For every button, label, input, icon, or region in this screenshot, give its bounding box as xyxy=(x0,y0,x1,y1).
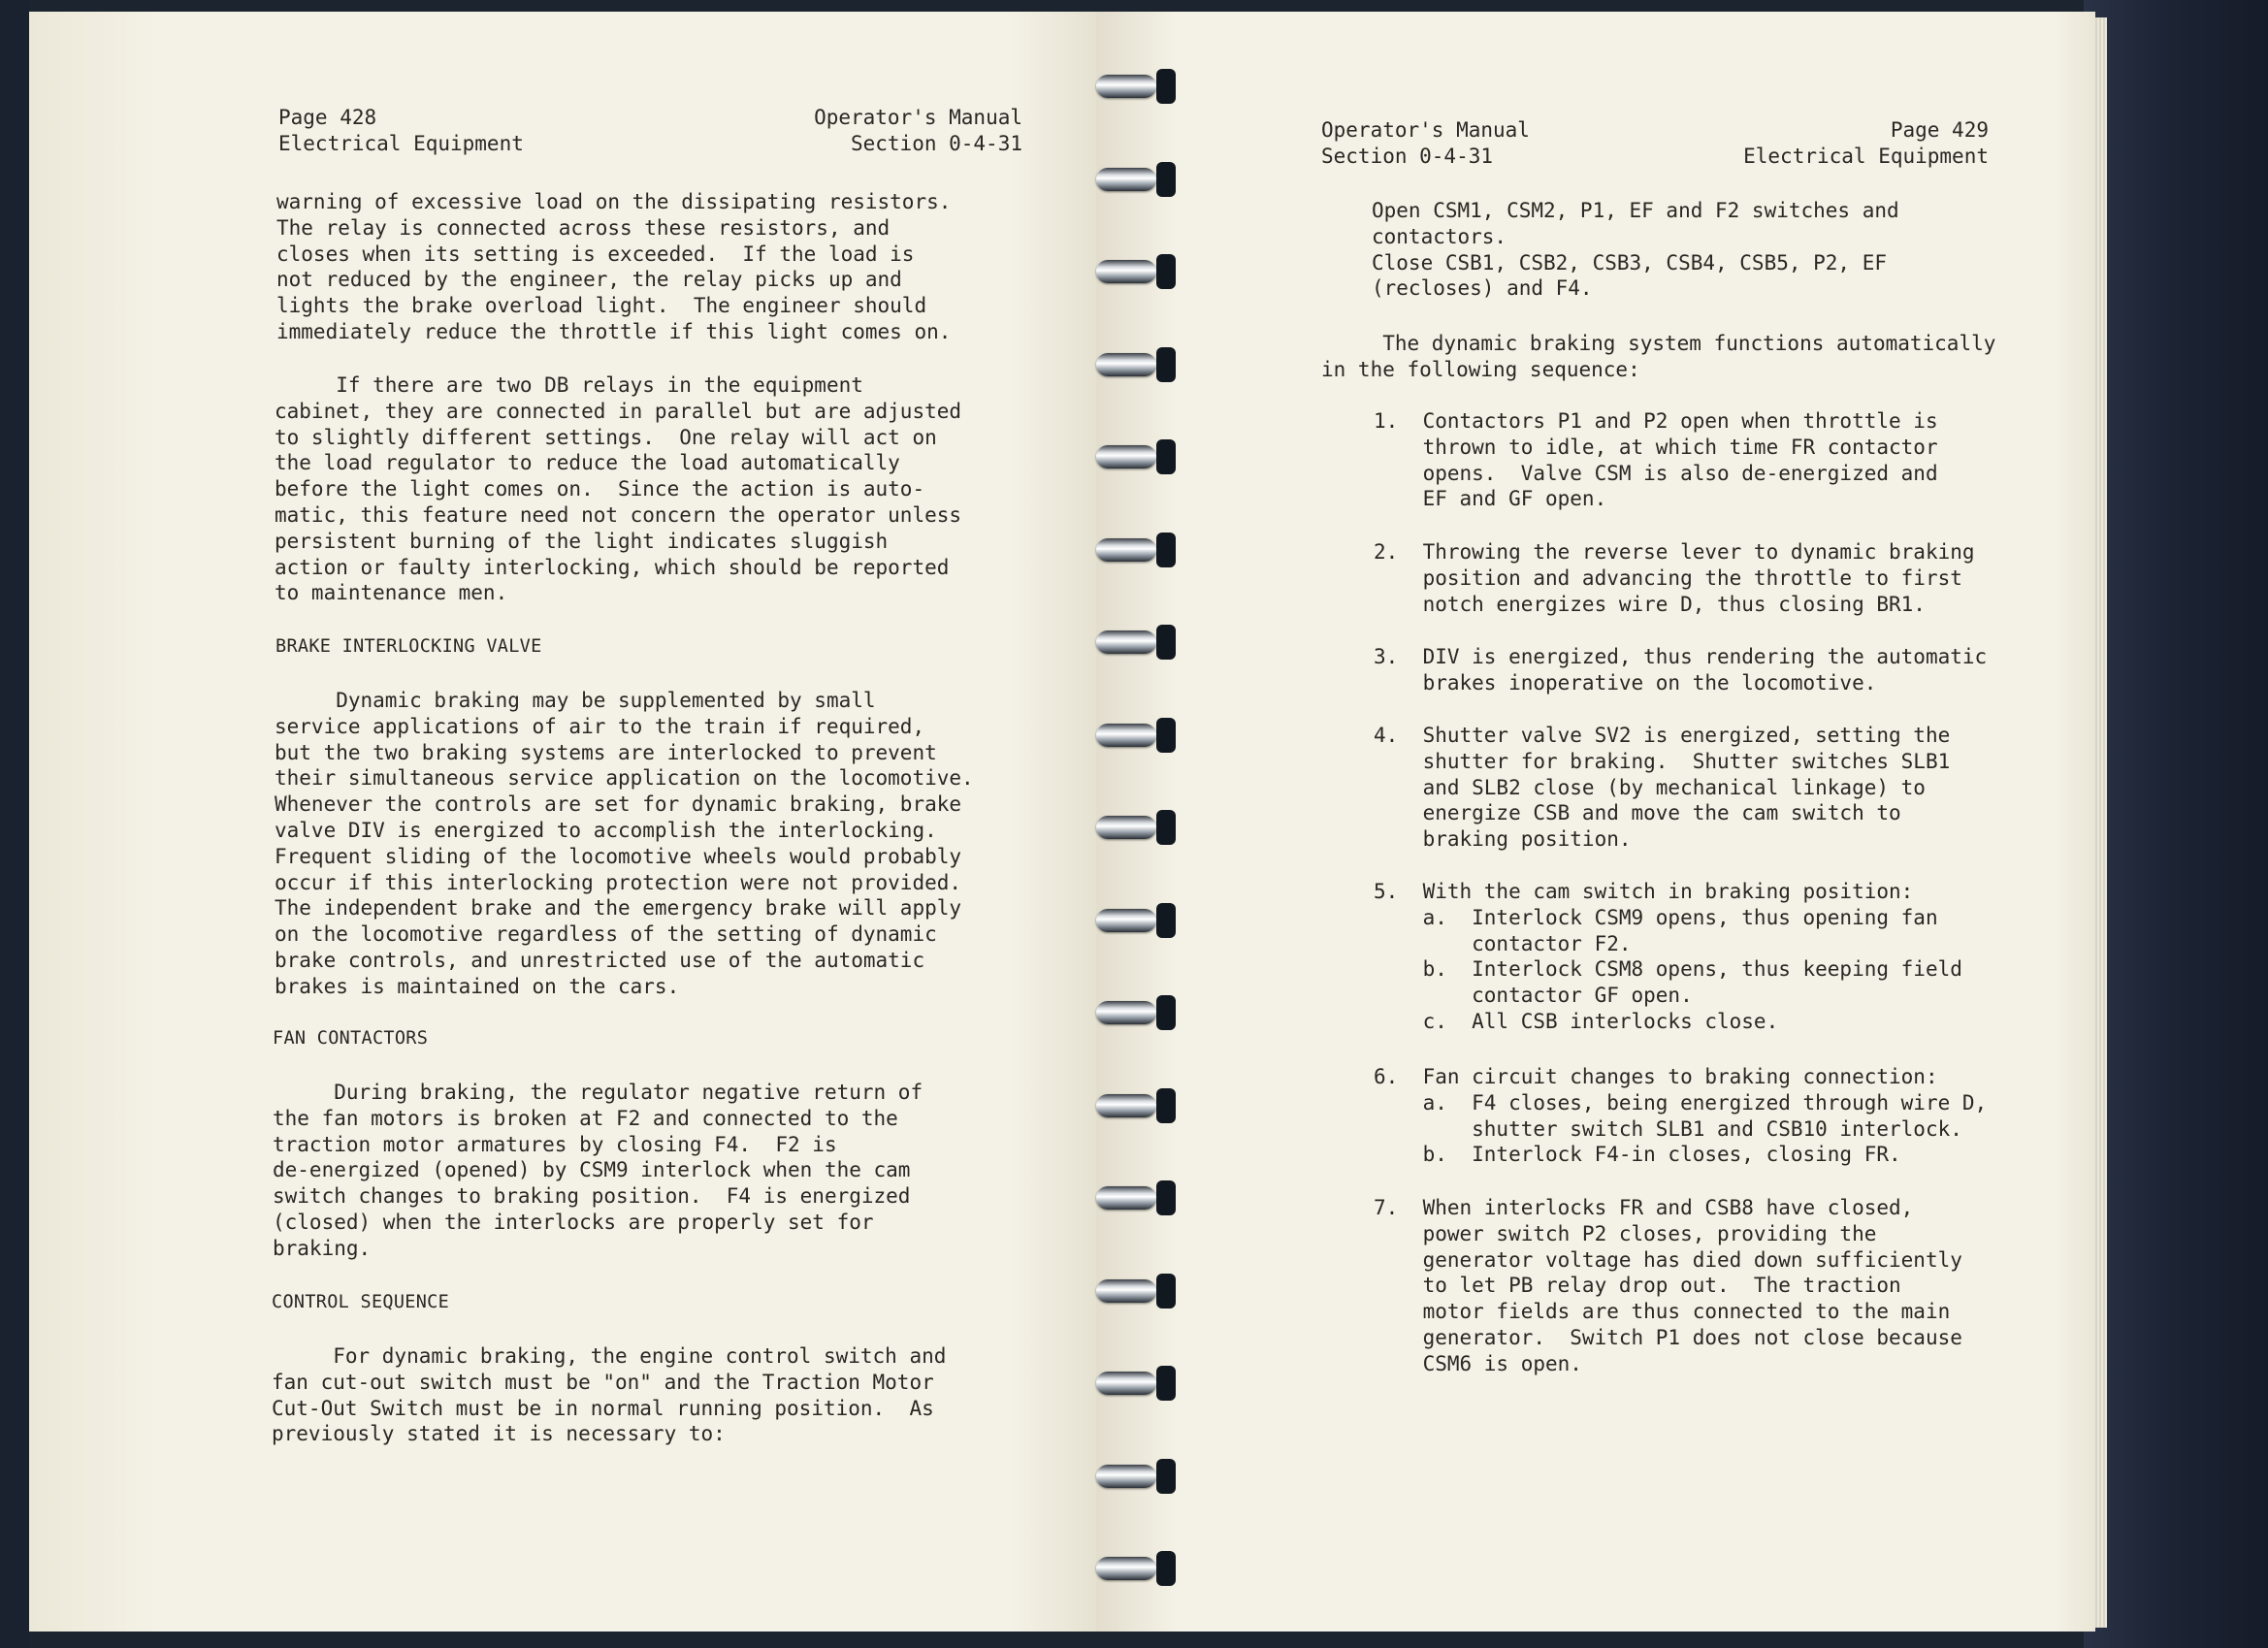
right-page-number: Page 429 xyxy=(1890,118,1989,142)
sequence-step-4: 4. Shutter valve SV2 is energized, setting the shutter for braking. Shutter switches SLB1 and SLB2 close (by mechanical linkage) to energize CSB and move the cam switch to braking position. xyxy=(1374,724,1951,852)
sequence-step-1: 1. Contactors P1 and P2 open when throttle is thrown to idle, at which time FR contactor opens. Valve CSM is also de-energized and EF and GF open. xyxy=(1374,409,1938,511)
binding-coil xyxy=(1094,1456,1178,1497)
binding-coil xyxy=(1094,1085,1178,1126)
binding-coil xyxy=(1094,251,1178,292)
left-manual-title: Operator's Manual xyxy=(814,106,1022,129)
sequence-step-5: 5. With the cam switch in braking position: a. Interlock CSM9 opens, thus opening fan contactor F2. b. Interlock CSM8 opens, thus keeping field contactor GF open. c. All CSB interlocks close. xyxy=(1374,880,1962,1033)
binding-coil xyxy=(1094,715,1178,756)
right-section-number: Section 0-4-31 xyxy=(1321,145,1494,168)
right-intro-switch-list: Open CSM1, CSM2, P1, EF and F2 switches and contactors. Close CSB1, CSB2, CSB3, CSB4, CSB5, P2, EF (recloses) and F4. xyxy=(1372,199,1899,301)
binding-coil xyxy=(1094,159,1178,200)
binding-coil xyxy=(1094,1178,1178,1218)
left-section-number: Section 0-4-31 xyxy=(850,132,1022,155)
binding-coil xyxy=(1094,622,1178,662)
heading-control-sequence: CONTROL SEQUENCE xyxy=(272,1292,450,1312)
binding-coil xyxy=(1094,900,1178,941)
heading-fan-contactors: FAN CONTACTORS xyxy=(273,1028,429,1049)
sequence-step-6: 6. Fan circuit changes to braking connection: a. F4 closes, being energized through wire D, shutter switch SLB1 and CSB10 interlock. b. Interlock F4-in closes, closing FR. xyxy=(1374,1065,1988,1167)
binding-coil xyxy=(1094,1363,1178,1404)
sequence-step-2: 2. Throwing the reverse lever to dynamic braking position and advancing the throttle to first notch energizes wire D, thus closing BR1. xyxy=(1374,540,1975,616)
left-paragraph-1: warning of excessive load on the dissipating resistors. The relay is connected across these resistors, and closes when its setting is exceeded. If the load is not reduced by the engineer, the relay picks up and lights the brake overload light. The engineer should immediately reduce the throttle if this light comes on. xyxy=(276,190,952,343)
left-page-number: Page 428 xyxy=(278,106,377,129)
right-page xyxy=(1096,12,2095,1632)
binding-coil xyxy=(1094,992,1178,1033)
binding-coil xyxy=(1094,344,1178,385)
heading-brake-interlocking-valve: BRAKE INTERLOCKING VALVE xyxy=(275,636,542,657)
sequence-step-7: 7. When interlocks FR and CSB8 have closed, power switch P2 closes, providing the generator voltage has died down sufficiently to let PB relay drop out. The traction motor fields are thus connected to the main generator. Switch P1 does not close because CSM6 is open. xyxy=(1374,1196,1962,1375)
page-stack-edge xyxy=(2095,17,2107,1628)
binding-coil xyxy=(1094,530,1178,570)
binding-coil xyxy=(1094,807,1178,848)
right-manual-title: Operator's Manual xyxy=(1321,118,1530,142)
left-paragraph-2: If there are two DB relays in the equipment cabinet, they are connected in parallel but are adjusted to slightly different settings. One relay will act on the load regulator to reduce the load automatically before the light comes on. Since the action is auto- matic, this feature need not concern the operator unless persistent burning of the light indicates sluggish action or faulty interlocking, which should be reported to maintenance men. xyxy=(275,373,962,605)
left-paragraph-3: Dynamic braking may be supplemented by small service applications of air to the train if required, but the two braking systems are interlocked to prevent their simultaneous service application on the locomotive. Whenever the controls are set for dynamic braking, brake valve DIV is energized to accomplish the interlocking. Frequent sliding of the locomotive wheels would probably occur if this interlocking protection were not provided. The independent brake and the emergency brake will apply on the locomotive regardless of the setting of dynamic brake controls, and unrestricted use of the automatic brakes is maintained on the cars. xyxy=(275,689,974,998)
left-paragraph-5: For dynamic braking, the engine control switch and fan cut-out switch must be "on" and the Traction Motor Cut-Out Switch must be in normal running position. As previously stated it is necessary to: xyxy=(272,1344,947,1446)
binder-cover-right xyxy=(2084,0,2268,1648)
binding-coil xyxy=(1094,1548,1178,1589)
binding-coil xyxy=(1094,1271,1178,1311)
binder-cover-left xyxy=(0,0,29,1648)
left-paragraph-4: During braking, the regulator negative return of the fan motors is broken at F2 and connected to the traction motor armatures by closing F4. F2 is de-energized (opened) by CSM9 interlock when the cam switch changes to braking position. F4 is energized (closed) when the interlocks are properly set for braking. xyxy=(273,1081,923,1260)
right-section-name: Electrical Equipment xyxy=(1743,145,1989,168)
right-sequence-intro: The dynamic braking system functions automatically in the following sequence: xyxy=(1321,332,1996,381)
sequence-step-3: 3. DIV is energized, thus rendering the automatic brakes inoperative on the locomotive. xyxy=(1374,645,1988,695)
left-page xyxy=(29,12,1096,1632)
binding-coil xyxy=(1094,436,1178,477)
left-section-name: Electrical Equipment xyxy=(278,132,524,155)
binding-coil xyxy=(1094,66,1178,107)
